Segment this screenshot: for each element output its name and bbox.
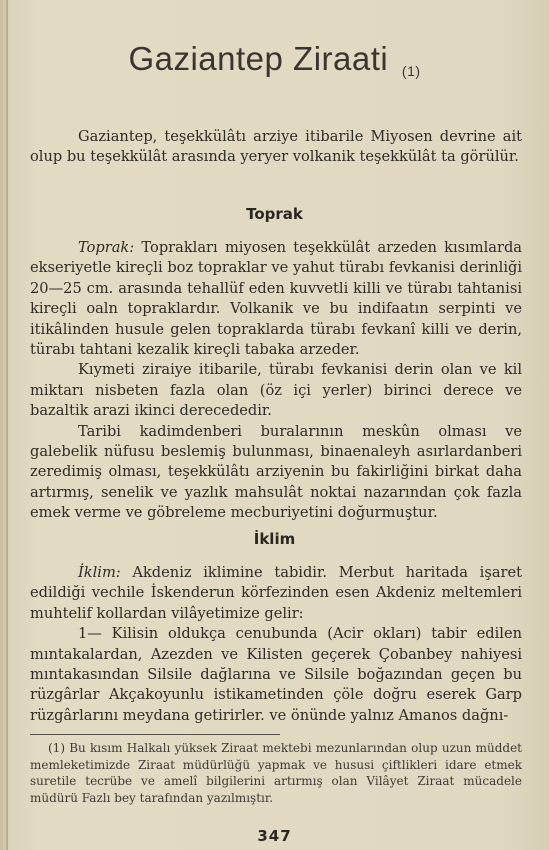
title-text: Gaziantep Ziraati xyxy=(128,40,389,77)
toprak-paragraph-1-text: Toprakları miyosen teşekkülât arzeden kısımlarda ekseriyetle kireçli boz topraklar ve yahut türabı fevkanisi derinliği 20—25 cm. arasında tehallüf eden kuvvetli killi ve türabı tahtanisi kireçli oaln topraklardır. Volkanik ve bu indifaatın serpinti ve itikâlinden husule gelen topraklarda türabı fevkanî killi ve derin, türabı tahtani kezalik kireçli tabaka arzeder. xyxy=(30,239,522,359)
toprak-lead: Toprak: xyxy=(78,239,135,256)
toprak-paragraph-3: Taribi kadimdenberi buralarının meskûn olması ve galebelik nüfusu beslemiş bulunması, binaenaleyh asırlardanberi zeredimiş olması, teşekkülâtı arziyenin bu fakirliğini birkat daha artırmış, senelik ve yazlık mahsulât noktai nazarından çok fazla emek verme ve göbreleme mecburiyetini doğurmuştur. xyxy=(30,422,522,522)
footnote-text: (1) Bu kısım Halkalı yüksek Ziraat mektebi mezunlarından olup uzun müddet memleketimizde Ziraat müdürlüğü yapmak ve hususi çiftlikleri idare etmek suretile tecrübe ve amelî bilgilerini artırmış olan Vilâyet Ziraat mücadele müdürü Fazlı bey tarafından yazılmıştır. xyxy=(30,741,522,805)
iklim-paragraph-1-text: Akdeniz iklimine tabidir. Merbut haritada işaret edildiği vechile İskenderun körfezinden esen Akdeniz meltemleri muhtelif kollardan vilâyetimize gelir: xyxy=(30,564,522,622)
toprak-section xyxy=(30,238,522,524)
page-number: 347 xyxy=(257,827,292,845)
section-heading-toprak: Toprak xyxy=(246,205,303,223)
footnote xyxy=(30,740,522,806)
intro-block xyxy=(30,127,522,168)
iklim-lead: İklim: xyxy=(78,564,121,581)
section-heading-iklim: İklim xyxy=(253,530,296,548)
title-footnote-marker: (1) xyxy=(401,63,421,79)
toprak-paragraph-2: Kıymeti ziraiye itibarile, türabı fevkanisi derin olan ve kil miktarı nisbeten fazla olan (öz içi yerler) birinci derece ve bazaltik arazi ikinci derecededir. xyxy=(30,361,522,420)
iklim-paragraph-2: 1— Kilisin oldukça cenubunda (Acir okları) tabir edilen mıntakalardan, Azezden ve Kilisten geçerek Çobanbey nahiyesi mıntakasından Silsile dağlarına ve Silsile boğazından geçen bu rüzgârlar Akçakoyunlu istikametinden çöle doğru eserek Garp rüzgârlarını meydana getirirler. ve önünde yalnız Amanos dağnı- xyxy=(30,625,522,724)
intro-paragraph: Gaziantep, teşekkülâtı arziye itibarile Miyosen devrine ait olup bu teşekkülât arasında yeryer volkanik teşekkülât ta görülür. xyxy=(30,128,522,166)
page-title xyxy=(0,40,549,78)
toprak-paragraph-1 xyxy=(30,238,522,360)
footnote-divider xyxy=(30,734,280,735)
page-gutter xyxy=(6,0,8,850)
iklim-section xyxy=(30,563,522,726)
iklim-paragraph-1 xyxy=(30,563,522,624)
